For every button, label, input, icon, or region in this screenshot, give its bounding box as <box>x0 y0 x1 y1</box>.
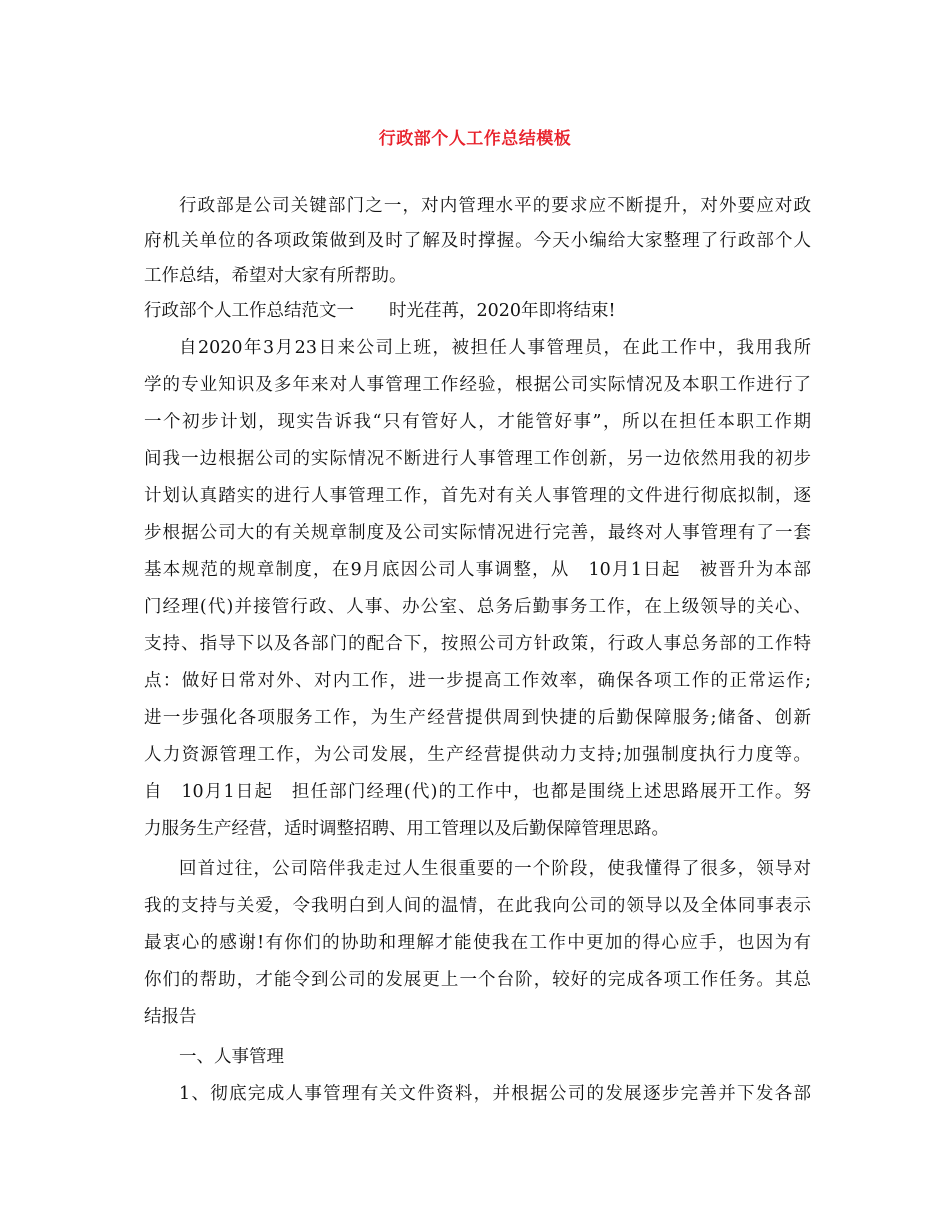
paragraph-line: 最衷心的感谢!有你们的协助和理解才能使我在工作中更加的得心应手，也因为有 <box>144 933 811 953</box>
paragraph-line: 门经理(代)并接管行政、人事、办公室、总务后勤事务工作，在上级领导的关心、 <box>144 597 811 617</box>
paragraph-line: 进一步强化各项服务工作，为生产经营提供周到快捷的后勤保障服务;储备、创新 <box>144 708 811 728</box>
paragraph-line: 点：做好日常对外、对内工作，进一步提高工作效率，确保各项工作的正常运作; <box>144 671 811 691</box>
paragraph-line: 行政部个人工作总结范文一 时光荏苒，2020年即将结束! <box>144 301 616 321</box>
paragraph-line: 人力资源管理工作，为公司发展，生产经营提供动力支持;加强制度执行力度等。 <box>144 745 811 765</box>
paragraph-line: 我的支持与关爱，令我明白到人间的温情，在此我向公司的领导以及全体同事表示 <box>144 896 811 916</box>
paragraph-line: 你们的帮助，才能令到公司的发展更上一个台阶，较好的完成各项工作任务。其总 <box>144 970 811 990</box>
section-heading: 一、人事管理 <box>179 1047 284 1067</box>
paragraph-line: 结报告 <box>144 1007 197 1027</box>
paragraph-line: 力服务生产经营，适时调整招聘、用工管理以及后勤保障管理思路。 <box>144 819 669 839</box>
document-title: 行政部个人工作总结模板 <box>378 129 572 149</box>
paragraph-line: 府机关单位的各项政策做到及时了解及时撑握。今天小编给大家整理了行政部个人 <box>144 231 811 251</box>
paragraph-line: 学的专业知识及多年来对人事管理工作经验，根据公司实际情况及本职工作进行了 <box>144 375 811 395</box>
paragraph-line: 行政部是公司关键部门之一，对内管理水平的要求应不断提升，对外要应对政 <box>179 196 811 216</box>
paragraph-line: 支持、指导下以及各部门的配合下，按照公司方针政策，行政人事总务部的工作特 <box>144 634 811 654</box>
paragraph-line: 回首过往，公司陪伴我走过人生很重要的一个阶段，使我懂得了很多，领导对 <box>179 859 811 879</box>
paragraph-line: 步根据公司大的有关规章制度及公司实际情况进行完善，最终对人事管理有了一套 <box>144 523 811 543</box>
paragraph-line: 一个初步计划，现实告诉我“只有管好人，才能管好事”，所以在担任本职工作期 <box>144 412 811 432</box>
paragraph-line: 自2020年3月23日来公司上班，被担任人事管理员，在此工作中，我用我所 <box>179 338 811 358</box>
paragraph-line: 基本规范的规章制度，在9月底因公司人事调整，从 10月1日起 被晋升为本部 <box>144 560 811 580</box>
paragraph-line: 计划认真踏实的进行人事管理工作，首先对有关人事管理的文件进行彻底拟制，逐 <box>144 486 811 506</box>
paragraph-line: 间我一边根据公司的实际情况不断进行人事管理工作创新，另一边依然用我的初步 <box>144 449 811 469</box>
paragraph-line: 1、彻底完成人事管理有关文件资料，并根据公司的发展逐步完善并下发各部 <box>179 1084 811 1104</box>
paragraph-line: 工作总结，希望对大家有所帮助。 <box>144 266 407 286</box>
paragraph-line: 自 10月1日起 担任部门经理(代)的工作中，也都是围绕上述思路展开工作。努 <box>144 782 811 802</box>
